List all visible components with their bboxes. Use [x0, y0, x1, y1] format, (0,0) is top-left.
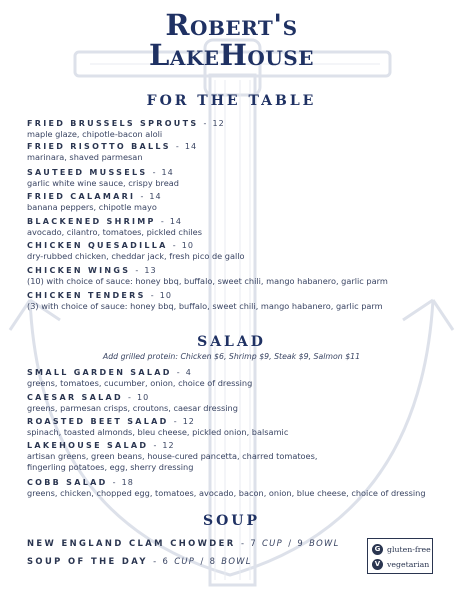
item-name: CHICKEN TENDERS	[27, 291, 146, 300]
menu-item	[27, 290, 457, 312]
legend-row-vegetarian	[372, 557, 428, 572]
price-separator: -	[172, 241, 177, 250]
item-name: COBB SALAD	[27, 478, 108, 487]
menu-item	[27, 167, 457, 189]
menu-item	[27, 265, 457, 287]
menu-item	[27, 216, 457, 238]
price-separator: -	[173, 417, 178, 426]
item-description: banana peppers, chipotle mayo	[27, 202, 157, 212]
price-separator: -	[128, 393, 132, 402]
price-separator: -	[240, 538, 245, 548]
protein-addon-note: Add grilled protein: Chicken $6, Shrimp $9, Steak $9, Salmon $11	[102, 352, 361, 361]
vegetarian-icon: V	[372, 559, 383, 570]
item-name: FRIED CALAMARI	[27, 192, 136, 201]
cup-label: CUP	[262, 538, 283, 548]
menu-item	[27, 392, 457, 414]
item-name: NEW ENGLAND CLAM CHOWDER	[27, 538, 236, 548]
item-name: BLACKENED SHRIMP	[27, 217, 156, 226]
item-description: (3) with choice of sauce: honey bbq, buffalo, sweet chili, mango habanero, garlic parm	[27, 301, 383, 311]
price-slash: /	[200, 556, 205, 566]
item-name: FRIED BRUSSELS SPROUTS	[27, 119, 199, 128]
item-price: 10	[181, 241, 194, 250]
item-price: 10	[137, 393, 150, 402]
item-description: dry-rubbed chicken, cheddar jack, fresh pico de gallo	[27, 251, 245, 261]
legend-row-gluten-free	[372, 542, 431, 557]
cup-price: 7	[250, 538, 257, 548]
item-description: greens, tomatoes, cucumber, onion, choice of dressing	[27, 378, 253, 388]
item-description: marinara, shaved parmesan	[27, 152, 143, 162]
item-price: 4	[185, 368, 192, 377]
price-separator: -	[175, 142, 180, 151]
menu-item	[27, 240, 457, 262]
bowl-price: 9	[297, 538, 304, 548]
price-separator: -	[203, 119, 208, 128]
item-description: (10) with choice of sauce: honey bbq, buffalo, sweet chili, mango habanero, garlic parm	[27, 276, 388, 286]
menu-item	[27, 141, 457, 163]
price-separator: -	[135, 266, 140, 275]
item-description: garlic white wine sauce, crispy bread	[27, 178, 179, 188]
item-name: SAUTEED MUSSELS	[27, 168, 148, 177]
price-separator: -	[160, 217, 165, 226]
price-separator: -	[153, 441, 158, 450]
item-price: 14	[169, 217, 182, 226]
item-name: ROASTED BEET SALAD	[27, 417, 169, 426]
cup-price: 6	[162, 556, 169, 566]
item-description-line2: fingerling potatoes, egg, sherry dressing	[27, 462, 194, 472]
item-price: 14	[161, 168, 174, 177]
gluten-free-icon: G	[372, 544, 383, 555]
menu-item	[27, 118, 457, 140]
price-slash: /	[288, 538, 293, 548]
item-name: CHICKEN QUESADILLA	[27, 241, 168, 250]
item-name: SMALL GARDEN SALAD	[27, 368, 172, 377]
item-description: greens, parmesan crisps, croutons, caesar dressing	[27, 403, 238, 413]
bowl-label: BOWL	[221, 556, 252, 566]
price-separator: -	[152, 168, 157, 177]
item-price: 18	[121, 478, 134, 487]
section-title-for-the-table: FOR THE TABLE	[146, 93, 317, 109]
price-separator: -	[153, 556, 158, 566]
price-separator: -	[112, 478, 117, 487]
menu-item	[27, 367, 457, 389]
item-price: 10	[159, 291, 172, 300]
menu-item	[27, 416, 457, 438]
item-name: CHICKEN WINGS	[27, 266, 131, 275]
legend-label: gluten-free	[387, 545, 431, 554]
bowl-price: 8	[209, 556, 216, 566]
price-separator: -	[150, 291, 155, 300]
item-price: 12	[162, 441, 175, 450]
section-title-soup: SOUP	[202, 513, 261, 529]
item-name: SOUP OF THE DAY	[27, 556, 148, 566]
restaurant-name-line2: LakeHouse	[149, 38, 314, 72]
price-separator: -	[140, 192, 145, 201]
section-title-salad: SALAD	[197, 334, 266, 350]
item-price: 14	[184, 142, 198, 151]
item-price: 13	[144, 266, 157, 275]
price-separator: -	[176, 368, 181, 377]
item-description: spinach, toasted almonds, bleu cheese, pickled onion, balsamic	[27, 427, 289, 437]
item-price: 14	[149, 192, 162, 201]
menu-item	[27, 440, 457, 473]
item-description: maple glaze, chipotle-bacon aloli	[27, 129, 163, 139]
item-description: artisan greens, green beans, house-cured pancetta, charred tomatoes,	[27, 451, 318, 461]
item-description: avocado, cilantro, tomatoes, pickled chiles	[27, 227, 202, 237]
dietary-legend	[367, 538, 433, 574]
restaurant-name-line1: Robert's	[165, 8, 298, 42]
item-description: greens, chicken, chopped egg, tomatoes, avocado, bacon, onion, blue cheese, choice of dressing	[27, 488, 426, 498]
item-name: CAESAR SALAD	[27, 393, 123, 402]
item-price: 12	[212, 119, 225, 128]
item-price: 12	[182, 417, 195, 426]
cup-label: CUP	[174, 556, 196, 566]
menu-item	[27, 191, 457, 213]
menu-item	[27, 477, 457, 499]
item-name: LAKEHOUSE SALAD	[27, 441, 149, 450]
item-name: FRIED RISOTTO BALLS	[27, 142, 171, 151]
legend-label: vegetarian	[387, 560, 430, 569]
bowl-label: BOWL	[309, 538, 340, 548]
